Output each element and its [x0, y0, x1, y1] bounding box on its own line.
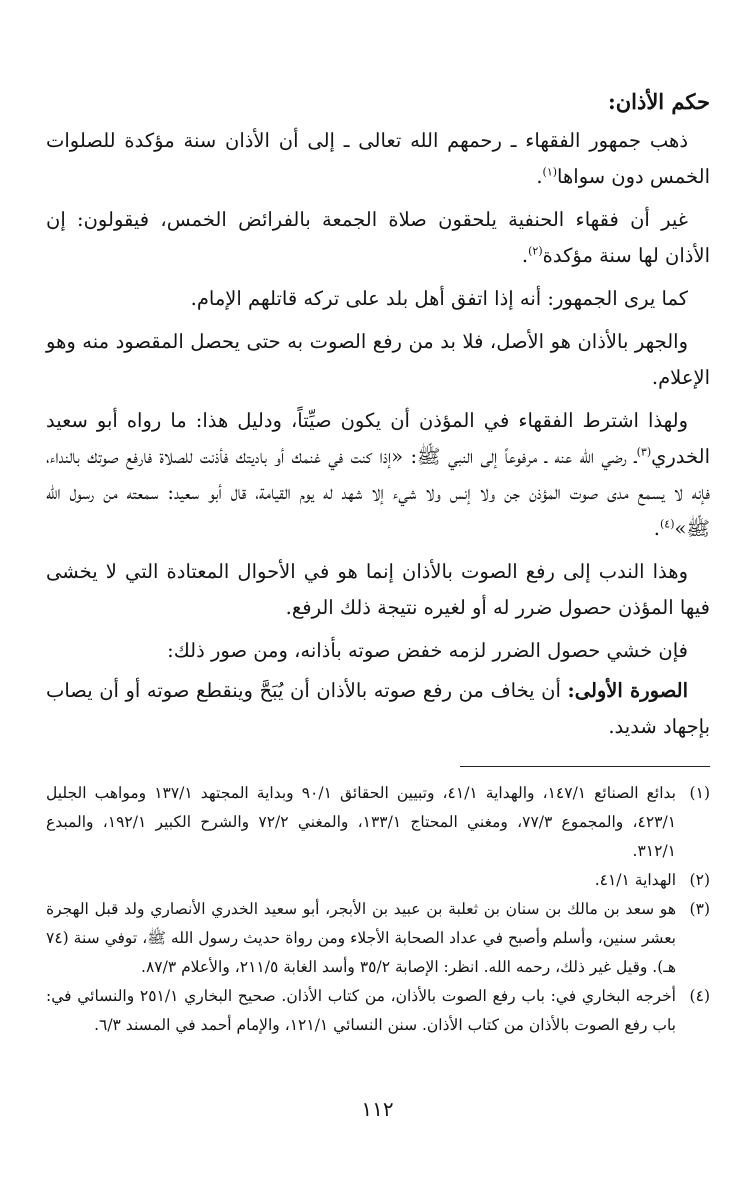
footnote-text: الهداية ٤١/١. — [594, 871, 676, 889]
footnotes — [46, 779, 710, 1040]
footnote-number: (١) — [689, 784, 710, 802]
paragraph-text: أن يخاف من رفع صوته بالأذان أن يُبَحَّ وينقطع صوته أو أن يصاب بإجهاد شديد. — [46, 679, 710, 738]
section-heading: حكم الأذان: — [607, 89, 710, 114]
footnote-ref-2: (٢) — [528, 244, 543, 258]
paragraph-text: كما يرى الجمهور: أنه إذا اتفق أهل بلد على تركه قاتلهم الإمام. — [190, 287, 688, 310]
paragraph-tail: . — [653, 517, 660, 540]
footnote-item — [46, 866, 710, 895]
paragraph-text: ذهب جمهور الفقهاء ـ رحمهم الله تعالى ـ إلى أن الأذان سنة مؤكدة للصلوات الخمس دون سواها — [46, 129, 710, 188]
paragraph-majority-view — [46, 123, 710, 195]
footnote-item — [46, 895, 710, 982]
paragraph-harm-exception — [46, 633, 710, 669]
paragraph-text: فإن خشي حصول الضرر لزمه خفض صوته بأذانه، ومن صور ذلك: — [167, 639, 688, 662]
paragraph-text: والجهر بالأذان هو الأصل، فلا بد من رفع الصوت به حتى يحصل المقصود منه وهو الإعلام. — [46, 330, 710, 389]
page-number: ١١٢ — [361, 1097, 394, 1121]
footnote-text: هو سعد بن مالك بن سنان بن ثعلبة بن عبيد بن الأبجر، أبو سعيد الخدري الأنصاري ولد قبل الهجرة بعشر سنين، وأسلم وأصبح في عداد الصحابة الأجلاء ومن رواة حديث رسول الله ﷺ، توفي سنة (٧٤ هـ). وقيل غير ذلك، رحمه الله. انظر: الإصابة ٣٥/٢ وأسد الغابة ٢١١/٥، والأعلام ٨٧/٣. — [46, 900, 676, 976]
footnote-text: أخرجه البخاري في: باب رفع الصوت بالأذان، من كتاب الأذان. صحيح البخاري ٢٥١/١ والنسائي في: باب رفع الصوت بالأذان من كتاب الأذان. سنن النسائي ١٢١/١، والإمام أحمد في المسند ٦/٣. — [46, 987, 676, 1034]
footnote-ref-1: (١) — [542, 165, 558, 179]
paragraph-hanafi-view — [46, 202, 710, 274]
footnote-number: (٣) — [689, 900, 710, 918]
footnote-item — [46, 779, 710, 866]
footnote-divider — [460, 766, 710, 767]
paragraph-text: ولهذا اشترط الفقهاء في المؤذن أن يكون صيِّتاً، ودليل هذا: ما رواه أبو سعيد الخدري — [46, 409, 710, 468]
case-lead: الصورة الأولى: — [567, 679, 688, 702]
footnote-item — [46, 982, 710, 1040]
footnote-ref-4: (٤) — [659, 517, 675, 531]
paragraph-text: غير أن فقهاء الحنفية يلحقون صلاة الجمعة بالفرائض الخمس، فيقولون: إن الأذان لها سنة مؤكدة — [46, 208, 710, 267]
paragraph-first-case — [46, 673, 710, 745]
paragraph-tail: . — [521, 244, 529, 267]
paragraph-imam-ruling — [46, 281, 710, 317]
paragraph-text: وهذا الندب إلى رفع الصوت بالأذان إنما هو في الأحوال المعتادة التي لا يخشى فيها المؤذن حصول ضرر له أو لغيره نتيجة ذلك الرفع. — [46, 560, 710, 619]
paragraph-tail: . — [536, 165, 543, 188]
paragraph-loud-voice — [46, 324, 710, 396]
footnote-text: بدائع الصنائع ١٤٧/١، والهداية ٤١/١، وتبيين الحقائق ٩٠/١ وبداية المجتهد ١٣٧/١ ومواهب الجليل ٤٢٣/١، والمجموع ٧٧/٣، ومغني المحتاج ١٣٣/١، والمغني ٧٢/٢ والشرح الكبير ١٩٢/١، والمبدع ٣١٢/١. — [46, 784, 677, 860]
footnote-number: (٢) — [689, 871, 710, 889]
paragraph-normal-conditions — [46, 554, 710, 626]
footnote-number: (٤) — [689, 987, 710, 1005]
paragraph-hadith-text: ـ رضي الله عنه ـ مرفوعاً إلى النبي ﷺ: «إذا كنت في غنمك أو باديتك فأذنت للصلاة فارفع صوتك بالنداء، فإنه لا يسمع مدى صوت المؤذن جن ولا إنس ولا شيء إلا شهد له يوم القيامة، قال أبو سعيد: سمعته من رسول الله ﷺ» — [46, 445, 710, 540]
footnote-ref-3: (٣) — [636, 445, 652, 459]
paragraph-hadith — [46, 403, 710, 547]
